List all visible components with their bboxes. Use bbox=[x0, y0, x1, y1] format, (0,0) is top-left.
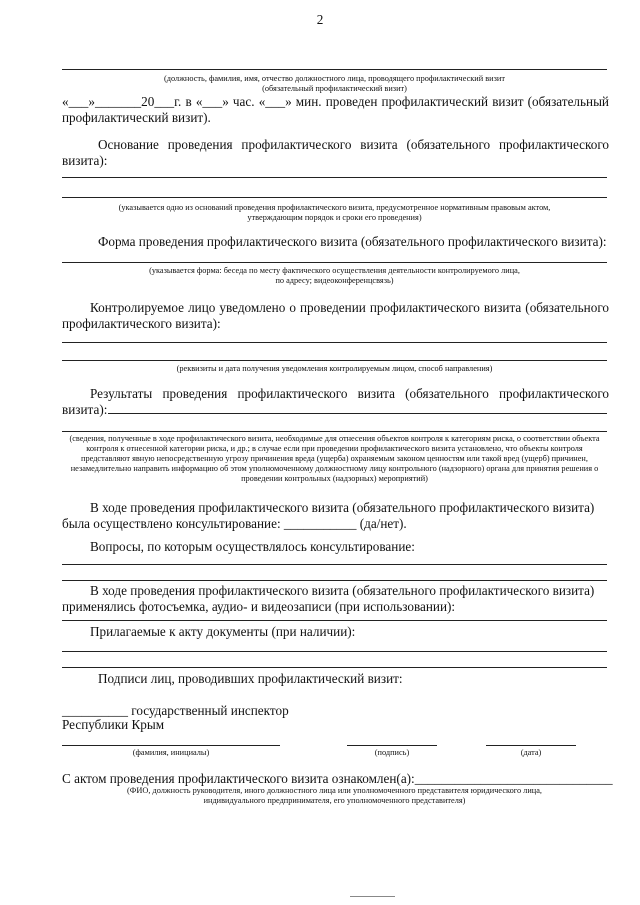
form-line bbox=[62, 262, 607, 263]
attachments-line-2 bbox=[62, 667, 607, 668]
results-line-2 bbox=[62, 431, 607, 432]
form-caption: (указывается форма: беседа по месту фактического осуществления деятельности контролируемого лица, bbox=[149, 266, 520, 275]
sig-date-caption: (дата) bbox=[520, 748, 542, 757]
media-line-2: применялись фотосъемка, аудио- и видеозаписи (при использовании): bbox=[62, 599, 456, 614]
acquainted-caption-2: индивидуального предпринимателя, его уполномоченного представителя) bbox=[203, 796, 466, 805]
basis-line-2 bbox=[62, 197, 607, 198]
sig-sign-line bbox=[347, 745, 437, 746]
notified-title: Контролируемое лицо уведомлено о проведении профилактического визита (обязательного профилактического визита): bbox=[62, 300, 609, 331]
acquainted-line: С актом проведения профилактического визита ознакомлен(а):______________________________ bbox=[62, 771, 613, 786]
basis-title: Основание проведения профилактического визита (обязательного профилактического визита): bbox=[62, 137, 609, 168]
questions-title: Вопросы, по которым осуществлялось консультирование: bbox=[90, 539, 415, 554]
sig-name-caption: (фамилия, инициалы) bbox=[132, 748, 210, 757]
page-number: 2 bbox=[316, 12, 324, 27]
results-line-1 bbox=[108, 413, 607, 414]
sig-name-line bbox=[62, 745, 280, 746]
questions-line-2 bbox=[62, 580, 607, 581]
consult-line-1: В ходе проведения профилактического визита (обязательного профилактического визита) bbox=[90, 500, 595, 515]
official-line bbox=[62, 69, 607, 70]
notified-line-2 bbox=[62, 360, 607, 361]
notified-caption: (реквизиты и дата получения уведомления контролируемым лицом, способ направления) bbox=[176, 364, 493, 373]
inspector-line-2: Республики Крым bbox=[62, 717, 165, 732]
sig-date-line bbox=[486, 745, 576, 746]
attachments-title: Прилагаемые к акту документы (при наличии): bbox=[90, 624, 356, 639]
media-line-1: В ходе проведения профилактического визита (обязательного профилактического визита) bbox=[90, 583, 595, 598]
signatures-title: Подписи лиц, проводивших профилактический визит: bbox=[98, 671, 403, 686]
visit-date-line: «___»_______20___г. в «___» час. «___» мин. проведен профилактический визит (обязательный профилактический визит). bbox=[62, 94, 609, 125]
consult-line-2: была осуществлено консультирование: ___________ (да/нет). bbox=[62, 516, 407, 531]
acquainted-caption: (ФИО, должность руководителя, иного должностного лица или уполномоченного представителя юридического лица, bbox=[127, 786, 542, 795]
basis-caption: (указывается одно из оснований проведения профилактического визита, предусмотренное нормативным правовым актом, bbox=[118, 203, 551, 212]
basis-line-1 bbox=[62, 177, 607, 178]
notified-line-1 bbox=[62, 342, 607, 343]
media-answer-line bbox=[62, 620, 607, 621]
questions-line-1 bbox=[62, 564, 607, 565]
results-title: Результаты проведения профилактического визита (обязательного профилактического визита): bbox=[62, 386, 609, 417]
official-caption-2: (обязательный профилактический визит) bbox=[262, 84, 407, 93]
attachments-line-1 bbox=[62, 651, 607, 652]
scan-mark bbox=[350, 896, 395, 897]
sig-sign-caption: (подпись) bbox=[374, 748, 410, 757]
basis-caption-2: утверждающим порядок и сроки его проведения) bbox=[247, 213, 422, 222]
form-caption-2: по адресу; видеоконференцсвязь) bbox=[275, 276, 394, 285]
inspector-line-1: __________ государственный инспектор bbox=[62, 703, 289, 718]
form-title: Форма проведения профилактического визита (обязательного профилактического визита): bbox=[98, 234, 607, 249]
official-caption: (должность, фамилия, имя, отчество должностного лица, проводящего профилактический визит bbox=[164, 74, 505, 83]
results-caption: (сведения, полученные в ходе профилактического визита, необходимые для отнесения объектов контроля к категориям риска, о соответствии объекта контроля к отнесенной категории риска, и др.; в случае если при проведении профилактического визита установлено, что объекты контроля представляют явную непосредственную угрозу причинения вреда (ущерба) охраняемым законом ценностям или такой вред (ущерб) причинен, незамедлительно направить информацию об этом уполномоченному должностному лицу контрольного (надзорного) органа для принятия решения о проведении контрольных (надзорных) мероприятий) bbox=[69, 434, 600, 483]
